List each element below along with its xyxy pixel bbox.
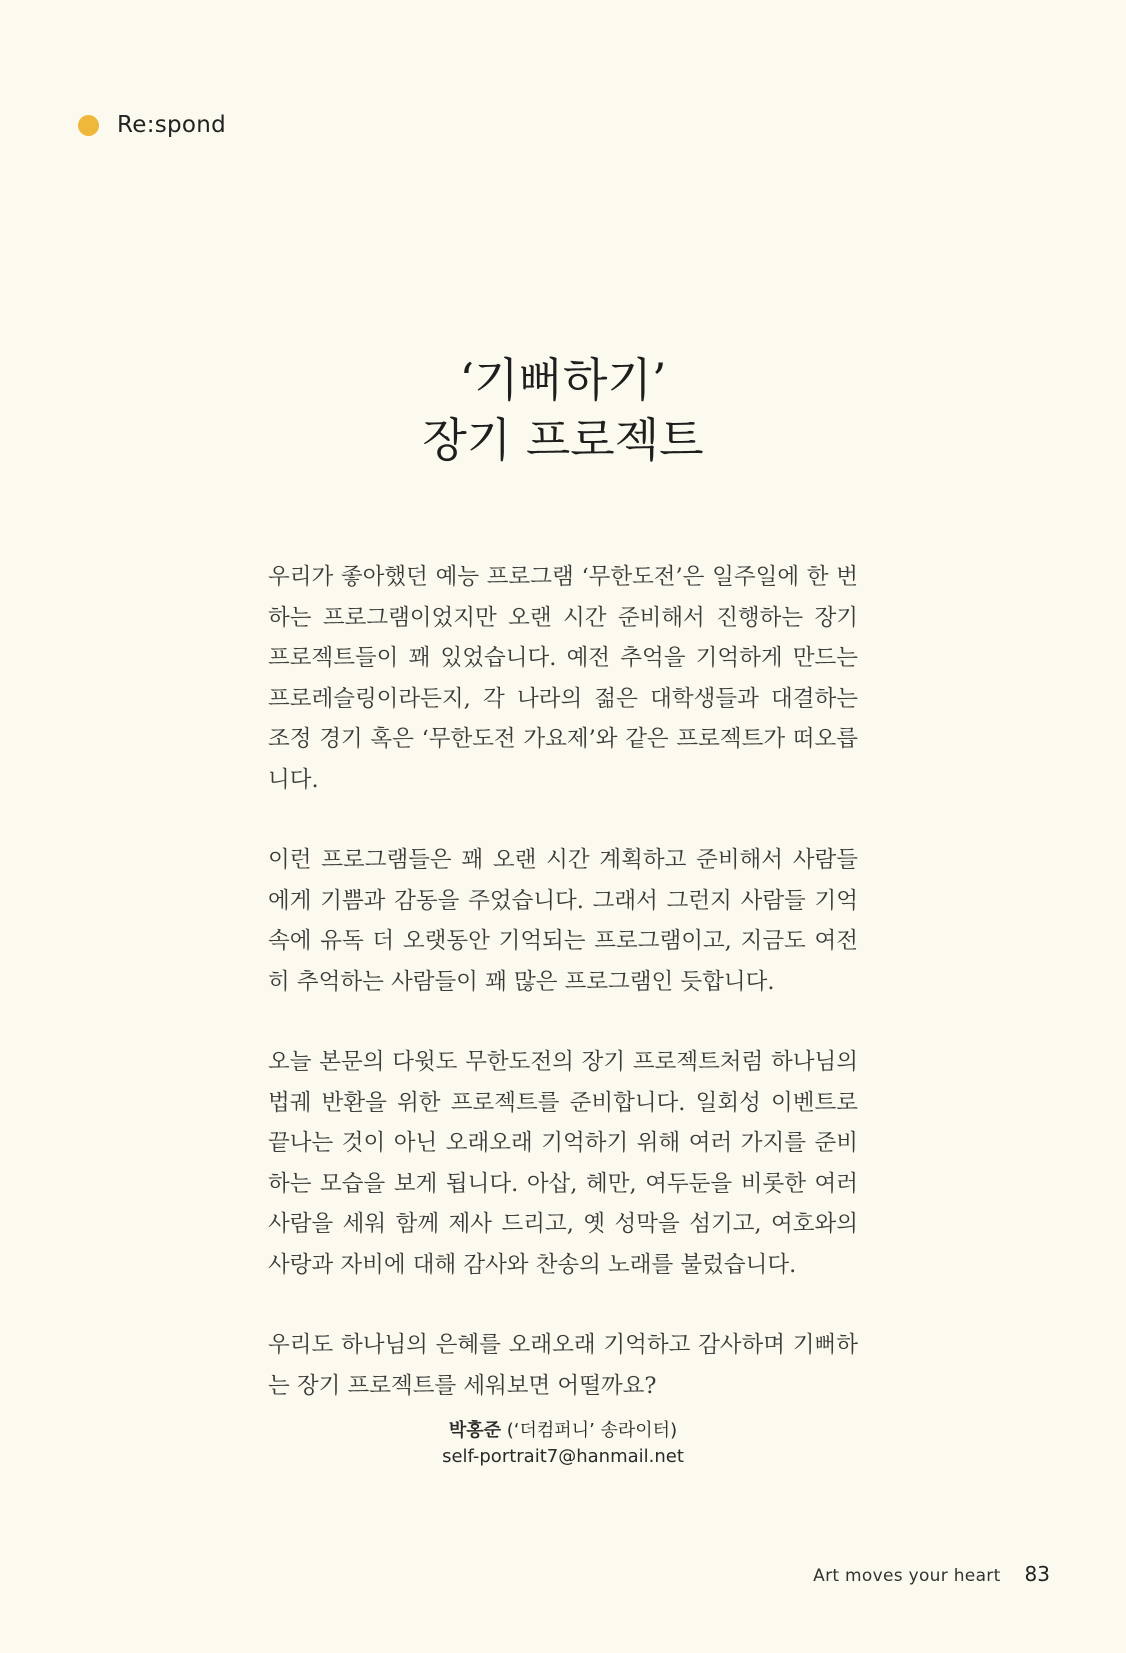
article-title-line-1: ‘기뻐하기’ [459,353,667,407]
author-name: 박홍준 [448,1420,502,1441]
author-line [0,1418,1126,1444]
author-email: self-portrait7@hanmail.net [442,1446,684,1467]
body-paragraph-1: 우리가 좋아했던 예능 프로그램 ‘무한도전’은 일주일에 한 번 하는 프로그램이었지만 오랜 시간 준비해서 진행하는 장기 프로젝트들이 꽤 있었습니다. 예전 추억을 기억하게 만드는 프로레슬링이라든지, 각 나라의 젊은 대학생들과 대결하는 조정 경기 혹은 ‘무한도전 가요제’와 같은 프로젝트가 떠오릅니다. [268,564,858,793]
body-paragraph-2: 이런 프로그램들은 꽤 오랜 시간 계획하고 준비해서 사람들에게 기쁨과 감동을 주었습니다. 그래서 그런지 사람들 기억 속에 유독 더 오랫동안 기억되는 프로그램이고, 지금도 여전히 추억하는 사람들이 꽤 많은 프로그램인 듯합니다. [268,847,858,995]
body-paragraph-3: 오늘 본문의 다윗도 무한도전의 장기 프로젝트처럼 하나님의 법궤 반환을 위한 프로젝트를 준비합니다. 일회성 이벤트로 끝나는 것이 아닌 오래오래 기억하기 위해 여러 가지를 준비하는 모습을 보게 됩니다. 아삽, 헤만, 여두둔을 비롯한 여러 사람을 세워 함께 제사 드리고, 옛 성막을 섬기고, 여호와의 사랑과 자비에 대해 감사와 찬송의 노래를 불렀습니다. [268,1049,858,1278]
section-dot-icon [78,115,99,136]
footer-tagline: Art moves your heart [813,1566,1001,1586]
section-label [78,112,226,138]
section-label-text: Re:spond [117,112,227,138]
article-body [268,557,858,1446]
author-byline [0,1418,1126,1470]
page-footer [813,1562,1050,1586]
body-paragraph-4: 우리도 하나님의 은혜를 오래오래 기억하고 감사하며 기뻐하는 장기 프로젝트를 세워보면 어떨까요? [268,1332,858,1399]
article-title [0,350,1126,470]
author-role: (‘더컴퍼니’ 송라이터) [501,1420,678,1441]
page-number: 83 [1024,1562,1050,1586]
article-title-line-2: 장기 프로젝트 [422,413,704,467]
